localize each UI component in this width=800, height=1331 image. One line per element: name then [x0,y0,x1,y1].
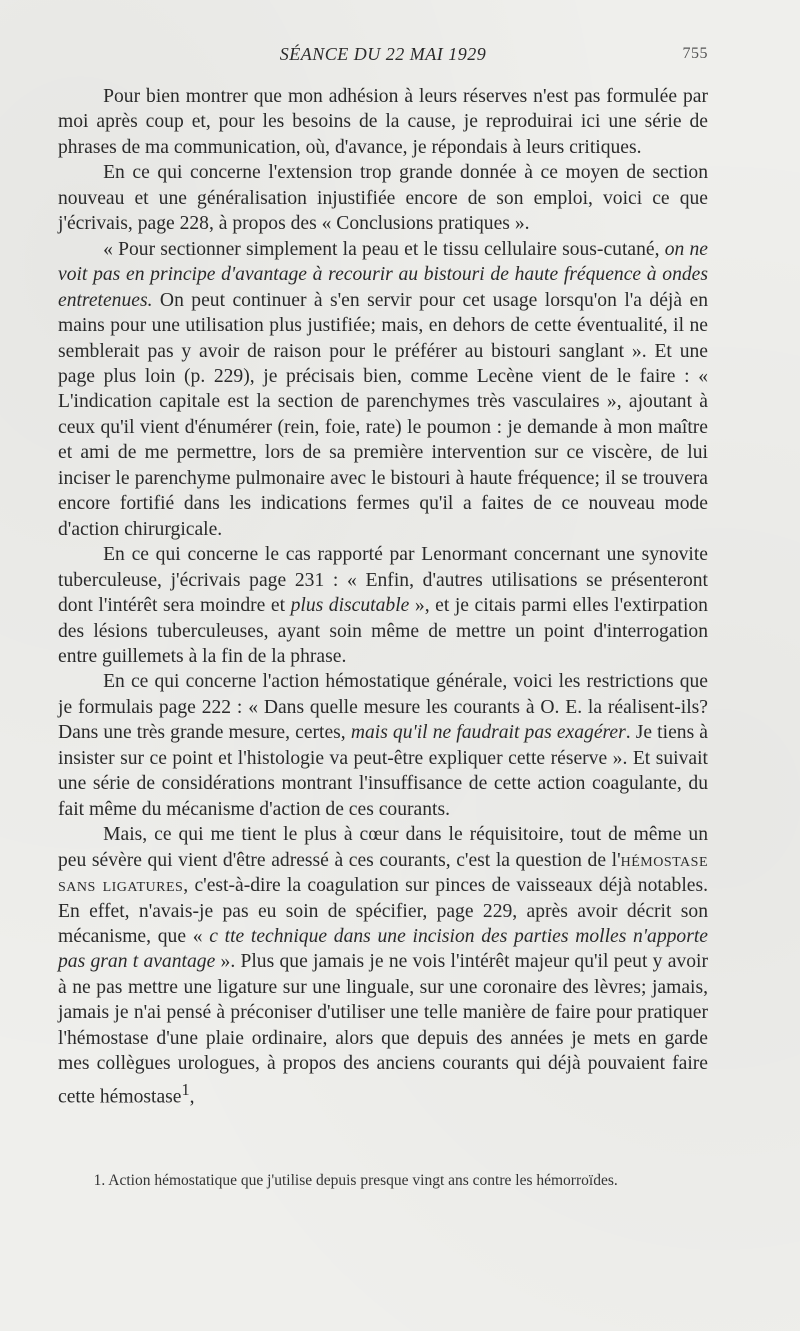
italic-quote: c tte technique dans une incision des parties molles n'apporte pas gran t avantage [58,925,708,973]
paragraph [58,237,708,542]
paragraph [58,822,708,1110]
running-title: SÉANCE DU 22 MAI 1929 [279,44,487,64]
text-segment: , [189,1086,195,1108]
italic-quote: plus discutable [290,595,410,617]
paragraph [58,160,708,236]
body-text [58,84,708,1110]
italic-quote: mais qu'il ne faudrait pas exagérer [350,722,626,744]
page-number: 755 [682,45,708,62]
paragraph [58,542,708,669]
text-segment: . Je tiens à insister sur ce point et l'histologie va peut-être expliquer cette réserve ». Et suivait une série de considérations montrant l'insuffisance de cette action coagulante, du fait même du mécanisme d'action de ces courants. [58,722,708,820]
text-segment: En ce qui concerne l'extension trop grande donnée à ce moyen de section nouveau et une généralisation injustifiée encore de son emploi, voici ce que j'écrivais, page 228, à propos des « Conclusions pratiques ». [58,162,708,235]
text-segment: On peut continuer à s'en servir pour cet usage lorsqu'on l'a déjà en mains pour une utilisation plus justifiée; mais, en dehors de cette éventualité, il ne semblerait pas y avoir de raison pour le préférer au bistouri sanglant ». Et une page plus loin (p. 229), je précisais bien, comme Lecène vient de le faire : « L'indication capitale est la section de parenchymes très vasculaires », ajoutant à ceux qu'il vient d'énumérer (rein, foie, rate) le poumon : je demande à mon maître et ami de me permettre, lors de sa première intervention sur ce viscère, de lui inciser le parenchyme pulmonaire avec le bistouri à haute fréquence; il se trouvera encore fortifié dans les indications fermes qu'il a faites de ce nouveau mode d'action chirurgicale. [58,289,708,540]
text-segment: « Pour sectionner simplement la peau et le tissu cellulaire sous-cutané, [103,238,665,260]
paragraph [58,669,708,822]
text-segment: ». Plus que jamais je ne vois l'intérêt majeur qu'il peut y avoir à ne pas mettre une ligature sur une linguale, sur une coronaire des lèvres; jamais, jamais je n'ai pensé à préconiser d'utiliser une telle manière de faire pour pratiquer l'hémostase d'une plaie ordinaire, alors que depuis des années je mets en garde mes collègues urologues, à propos des anciens courants qui déjà pouvaient faire cette hémostase [58,951,708,1108]
text-segment: Mais, ce qui me tient le plus à cœur dans le réquisitoire, tout de même un peu sévère qui vient d'être adressé à ces courants, c'est la question de l' [58,824,708,871]
page-header [58,44,708,70]
text-segment: », et je citais parmi elles l'extirpation des lésions tuberculeuses, ayant soin même de mettre un point d'interrogation entre guillemets à la fin de la phrase. [58,595,708,667]
text-segment: Pour bien montrer que mon adhésion à leurs réserves n'est pas formulée par moi après coup et, pour les besoins de la cause, je reproduirai ici une série de phrases de ma communication, où, d'avance, je répondais à leurs critiques. [58,86,708,158]
paragraph [58,84,708,160]
footnote-marker: 1 [181,1079,190,1099]
text-segment: En ce qui concerne l'action hémostatique générale, voici les restrictions que je formulais page 222 : « Dans quelle mesure les courants à O. E. la réalisent-ils? Dans une très grande mesure, certes, [58,671,708,744]
footnote: 1. Action hémostatique que j'utilise depuis presque vingt ans contre les hémorroïdes. [93,1172,618,1189]
text-segment: , c'est-à-dire la coagulation sur pinces de vaisseaux déjà notables. En effet, n'avais-je pas eu soin de spécifier, page 229, après avoir décrit son mécanisme, que « [58,875,708,947]
text-segment: En ce qui concerne le cas rapporté par Lenormant concernant une synovite tuberculeuse, j'écrivais page 231 : « Enfin, d'autres utilisations se présenteront dont l'intérêt sera moindre et [58,544,708,617]
italic-quote: on ne voit pas en principe d'avantage à recourir au bistouri de haute fréquence à ondes entretenues. [58,238,708,311]
smallcaps-term: hémostase sans ligatures [58,849,708,897]
